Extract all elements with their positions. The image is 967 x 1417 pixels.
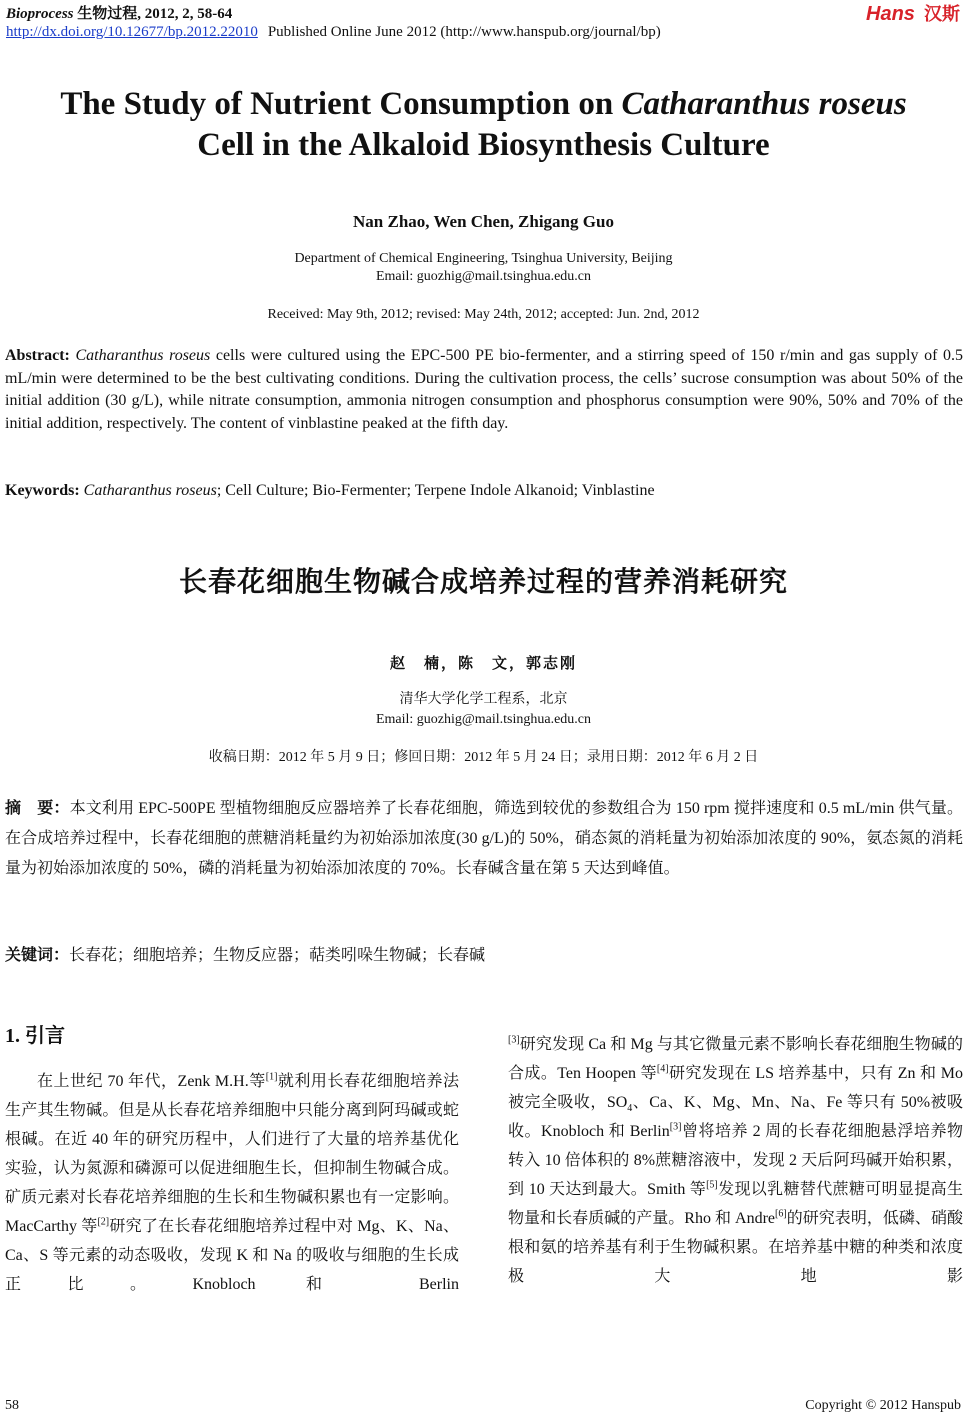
citation-ref: [6] [775,1208,787,1220]
section-heading [5,1019,65,1048]
keywords-text: ; Cell Culture; Bio-Fermenter; Terpene Indole Alkanoid; Vinblastine [216,482,655,499]
cn-keywords-text: 长春花；细胞培养；生物反应器；萜类吲哚生物碱；长春碱 [69,947,486,964]
abstract [5,345,963,435]
section-number: 1. [5,1025,20,1047]
section-title: 引言 [25,1023,65,1047]
hans-logo-icon [866,1,964,25]
cn-affiliation-block [0,690,967,730]
citation-ref: [3] [669,1121,682,1133]
received-dates: Received: May 9th, 2012; revised: May 24th, 2012; accepted: Jun. 2nd, 2012 [267,307,700,322]
subscript: 4 [627,1103,633,1115]
page-number: 58 [5,1398,19,1413]
cn-dates: 收稿日期：2012 年 5 月 9 日；修回日期：2012 年 5 月 24 日；录用日期：2012 年 6 月 2 日 [208,750,759,765]
left-column: 在上世纪 70 年代，Zenk M.H.等[1]就利用长春花细胞培养法生产其生物碱。但是从长春花培养细胞中只能分离到阿玛碱或蛇根碱。在近 40 年的研究历程中，人们进行了大量的培养基优化实验，认为氮源和磷源可以促进细胞生长，但抑制生物碱合成。矿质元素对长春花培养细胞的生长和生物碱积累也有一定影响。MacCarthy 等[2]研究了在长春花细胞培养过程中对 Mg、K、Na、Ca、S 等元素的动态吸收，发现 K 和 Na 的吸收与细胞的生长成正比。Knobloch 和 Berlin [5,1071,459,1293]
cn-keywords [5,942,963,965]
title-species: Catharanthus roseus [621,86,907,122]
citation-ref: [1] [265,1071,278,1083]
cn-email: Email: guozhig@mail.tsinghua.edu.cn [375,712,592,727]
hanspub-logo [866,1,964,25]
authors: Nan Zhao, Wen Chen, Zhigang Guo [353,212,614,231]
abstract-species: Catharanthus roseus [75,347,211,364]
cn-abstract [5,793,963,884]
email: Email: guozhig@mail.tsinghua.edu.cn [375,269,592,284]
journal-name: Bioprocess [6,6,74,22]
cn-keywords-label: 关键词： [5,945,70,964]
affiliation: Department of Chemical Engineering, Tsinghua University, Beijing [294,251,673,266]
cn-title: 长春花细胞生物碱合成培养过程的营养消耗研究 [178,565,788,598]
cn-abstract-text: 本文利用 EPC-500PE 型植物细胞反应器培养了长春花细胞，筛选到较优的参数组合为 150 rpm 搅拌速度和 0.5 mL/min 供气量。在合成培养过程中，长春花细胞的蔗糖消耗量约为初始添加浓度(30 g/L)的 50%，硝态氮的消耗量为初始添加浓度的 90%，氨态氮的消耗量为初始添加浓度的 50%，磷的消耗量为初始添加浓度的 70%。长春碱含量在第 5 天达到峰值。 [5,800,963,877]
journal-info: 生物过程, 2012, 2, 58-64 [77,6,233,22]
abstract-label: Abstract: [5,347,70,364]
citation-ref: [3] [508,1034,520,1046]
keywords-label: Keywords: [5,482,80,499]
logo-latin-text: Hans [866,3,915,25]
right-column: [3]研究发现 Ca 和 Mg 与其它微量元素不影响长春花细胞生物碱的合成。Ten Hoopen 等[4]研究发现在 LS 培养基中，只有 Zn 和 Mo 被完全吸收，$SO_4$、Ca、K、Mg、Mn、Na、Fe 等只有 50%被吸收。Knobloch 和 Berlin[3]曾将培养 2 周的长春花细胞悬浮培养物转入 10 倍体积的 8%蔗糖溶液中，发现 2 天后阿玛碱开始积累，到 10 天达到最大。Smith 等[5]发现以乳糖替代蔗糖可明显提高生物量和长春质碱的产量。Rho 和 Andre[6]的研究表明，低磷、硝酸根和氨的培养基有利于生物碱积累。在培养基中糖的种类和浓度极大地影 [508,1034,963,1285]
cn-abstract-label: 摘 要： [5,798,70,817]
doi-link[interactable]: http://dx.doi.org/10.12677/bp.2012.22010 [6,24,258,40]
keywords [5,482,963,500]
citation-ref: [4] [656,1063,669,1075]
abstract-text: cells were cultured using the EPC-500 PE bio-fermenter, and a stirring speed of 150 r/min and gas supply of 0.5 mL/min were determined to be the best cultivating conditions. During the cultivation process, the cells’ sucrose consumption was about 50% of the initial addition (30 g/L), while nitrate consumption, ammonia nitrogen consumption and phosphorus consumption were 90%, 50% and 70% of the initial addition, respectively. The content of vinblastine peaked at the fifth day. [5,347,964,432]
citation-ref: [5] [706,1179,718,1191]
published-online: Published Online June 2012 (http://www.hanspub.org/journal/bp) [267,24,661,40]
logo-cjk-text: 汉斯 [924,4,960,25]
cn-affiliation: 清华大学化学工程系，北京 [399,692,568,707]
cn-authors: 赵 楠，陈 文，郭志刚 [389,654,577,672]
copyright: Copyright © 2012 Hanspub [805,1398,961,1413]
citation-ref: [2] [97,1216,110,1228]
doi-line [6,24,661,41]
journal-header [6,2,232,23]
keywords-species: Catharanthus roseus [83,482,217,499]
affiliation-block [0,250,967,286]
paper-title: The Study of Nutrient Consumption on Catharanthus roseus Cell in the Alkaloid Biosynthesis Culture [60,86,907,163]
